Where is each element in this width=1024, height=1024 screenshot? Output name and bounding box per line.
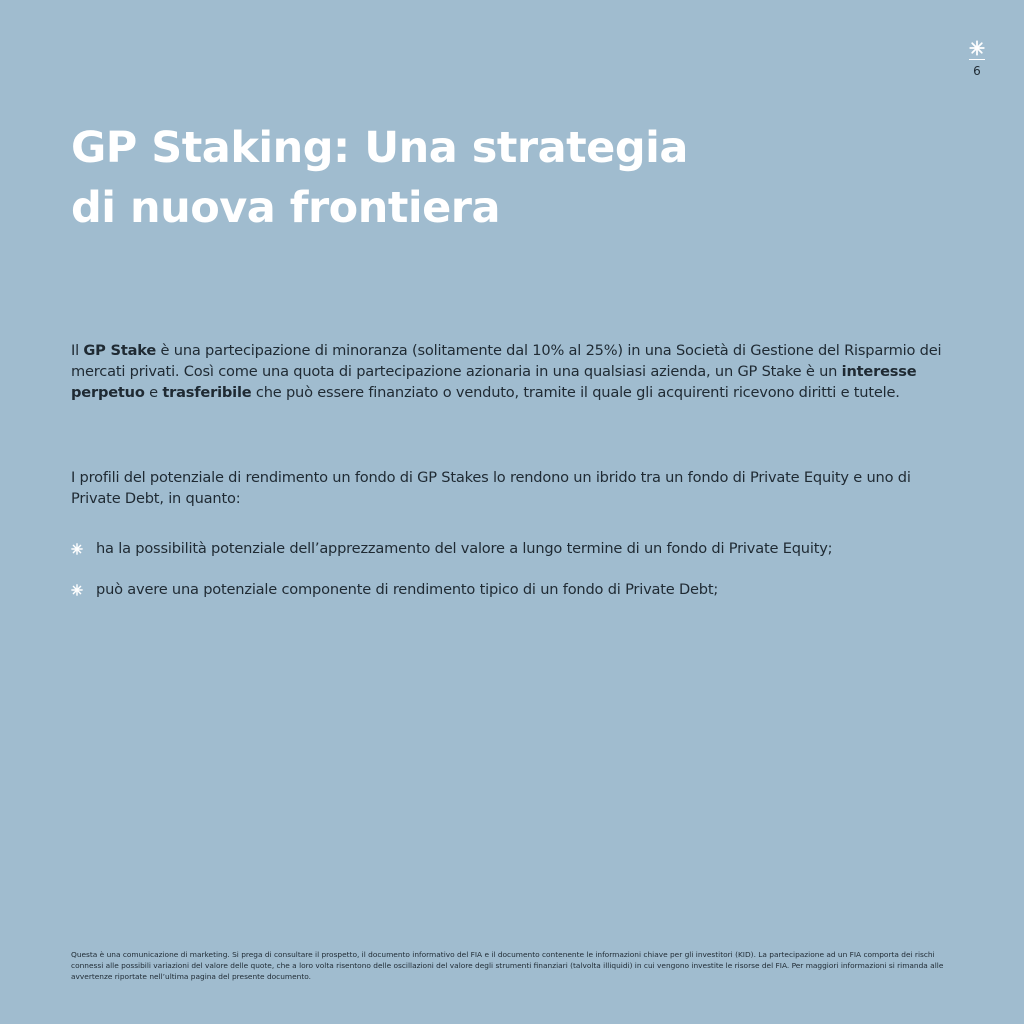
bullet-item: [71, 538, 961, 559]
bullet-text: può avere una potenziale componente di rendimento tipico di un fondo di Private Debt;: [96, 581, 719, 598]
intro-bold-gp-stake: GP Stake: [83, 342, 157, 359]
intro-text-2: è una partecipazione di minoranza (solitamente dal 10% al 25%) in una Società di Gestione del Risparmio dei mercati privati. Così come una quota di partecipazione azionaria in una qualsiasi azienda, un GP Stake è un: [71, 342, 942, 380]
page-title-line-2: di nuova frontiera: [71, 183, 501, 233]
page-title-line-1: GP Staking: Una strategia: [71, 123, 688, 173]
intro-text-3: e: [144, 384, 163, 401]
profile-paragraph: I profili del potenziale di rendimento un fondo di GP Stakes lo rendono un ibrido tra un fondo di Private Equity e uno di Private Debt, in quanto:: [71, 469, 911, 507]
page-marker: [962, 40, 992, 77]
page-title: [71, 118, 771, 238]
star-bullet-icon: [71, 584, 83, 596]
bullet-text: ha la possibilità potenziale dell’apprezzamento del valore a lungo termine di un fondo di Private Equity;: [96, 540, 833, 557]
bullet-list: [71, 538, 961, 620]
page-number: 6: [973, 64, 981, 78]
intro-text-4: che può essere finanziato o venduto, tramite il quale gli acquirenti ricevono diritti e tutele.: [251, 384, 900, 401]
intro-bold-interesse-perpetuo: interesse perpetuo: [71, 363, 917, 401]
disclaimer-footnote: Questa è una comunicazione di marketing. Si prega di consultare il prospetto, il documento informativo del FIA e il documento contenente le informazioni chiave per gli investitori (KID). La partecipazione ad un FIA comporta dei rischi connessi alle possibili variazioni del valore delle quote, che a loro volta risentono delle oscillazioni del valore degli strumenti finanziari (talvolta illiquidi) in cui vengono investite le risorse del FIA. Per maggiori informazioni si rimanda alle avvertenze riportate nell’ultima pagina del presente documento.: [71, 950, 944, 981]
intro-paragraph: [71, 340, 961, 403]
bullet-item: [71, 579, 961, 600]
page-marker-rule: [969, 59, 985, 60]
intro-bold-trasferibile: trasferibile: [162, 384, 252, 401]
star-bullet-icon: [71, 543, 83, 555]
star-burst-icon: [969, 40, 985, 56]
intro-text-1: Il: [71, 342, 84, 359]
